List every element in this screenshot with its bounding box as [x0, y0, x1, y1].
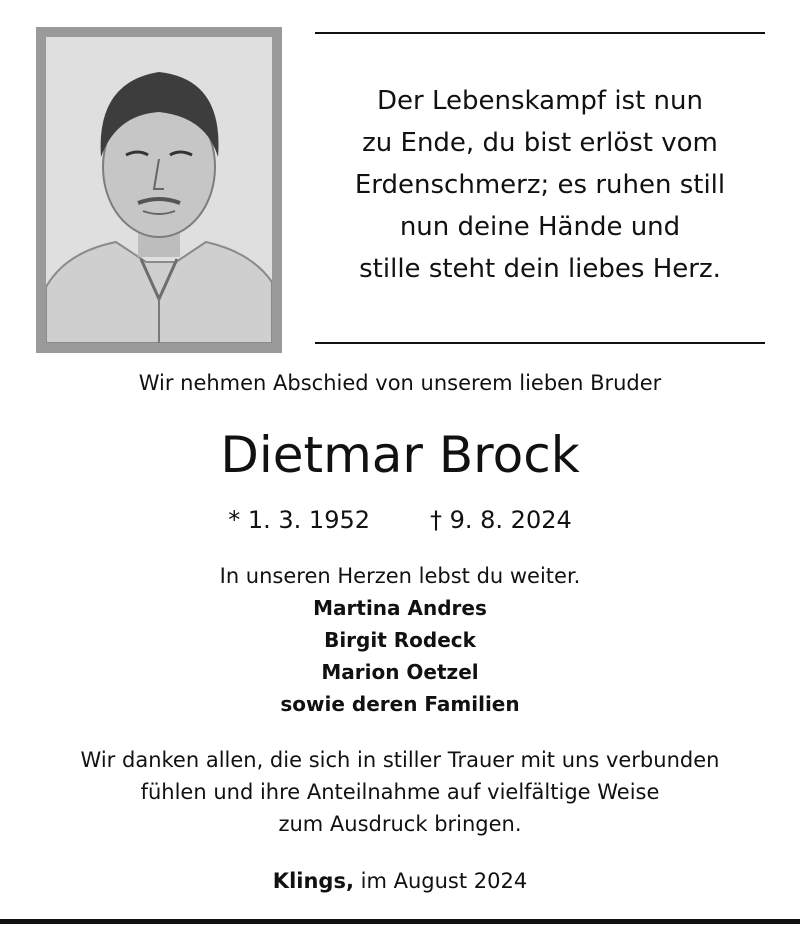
bottom-border	[0, 919, 800, 924]
poem-top-rule	[315, 32, 765, 34]
closing-date: im August 2024	[360, 869, 528, 893]
poem-line: nun deine Hände und	[399, 212, 681, 242]
motto-text: In unseren Herzen lebst du weiter.	[219, 564, 581, 588]
mourners-list	[0, 592, 800, 720]
mourner-name: Birgit Rodeck	[324, 628, 476, 652]
poem-line: Der Lebenskampf ist nun	[377, 86, 703, 116]
thanks-line: Wir danken allen, die sich in stiller Trauer mit uns verbunden	[80, 748, 720, 772]
thanks-line: zum Ausdruck bringen.	[278, 812, 522, 836]
poem-bottom-rule	[315, 342, 765, 344]
mourner-name: Martina Andres	[313, 596, 487, 620]
birth-date: * 1. 3. 1952	[228, 506, 370, 534]
poem-line: stille steht dein liebes Herz.	[359, 254, 721, 284]
place-date	[0, 864, 800, 898]
portrait-image	[46, 37, 272, 343]
thanks-text	[0, 744, 800, 840]
mourner-name: sowie deren Familien	[280, 692, 520, 716]
place-name: Klings,	[272, 869, 354, 893]
poem-line: Erdenschmerz; es ruhen still	[354, 170, 726, 200]
poem-line: zu Ende, du bist erlöst vom	[362, 128, 718, 158]
thanks-line: fühlen und ihre Anteilnahme auf vielfältige Weise	[140, 780, 660, 804]
life-dates	[0, 500, 800, 540]
death-date: † 9. 8. 2024	[430, 506, 572, 534]
portrait-photo	[36, 27, 282, 353]
intro-text: Wir nehmen Abschied von unserem lieben Bruder	[138, 371, 662, 395]
poem	[315, 80, 765, 290]
mourner-name: Marion Oetzel	[321, 660, 479, 684]
deceased-name: Dietmar Brock	[220, 426, 580, 484]
